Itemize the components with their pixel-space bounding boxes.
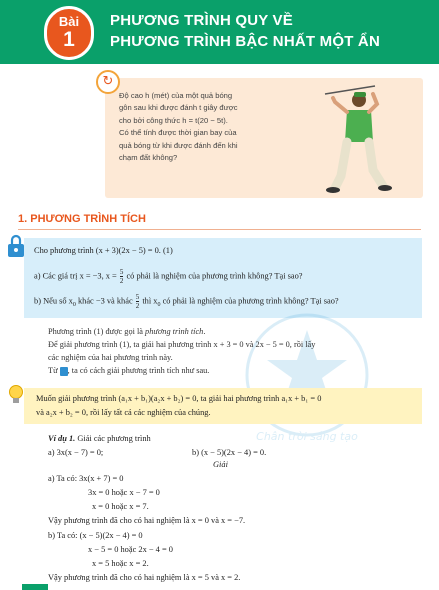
watermark-text: Chân trời sáng tạo [256,430,358,443]
fraction-five-halves: $\frac{5}{2}$ [119,268,124,285]
lock-key-icon [6,234,26,258]
example-heading: Ví dụ 1. Giải các phương trình [48,434,151,443]
fraction-five-halves-b: $\frac{5}{2}$ [135,293,140,310]
paragraph-line1: Phương trình (1) được gọi là phương trình tích. [48,327,206,336]
lesson-badge-number: 1 [63,28,75,51]
intro-problem-text: Độ cao h (mét) của một quả bóng gôn sau khi được đánh t giây được cho bởi công thức h = t(20 − 5t). Có thể tính được thời gian bay của quả bóng từ khi được đánh đến khi chạm đất không? [119,91,238,163]
activity-question-a: a) Các giá trị x = −3, x = $\frac{5}{2}$ có phải là nghiệm của phương trình không? Tại sao? [34,268,303,285]
footer-accent [22,584,48,590]
solution-a-line3: x = 0 hoặc x = 7. [92,502,149,511]
lesson-header [0,0,439,64]
activity-question-b: b) Nếu số $x_0$ khác −3 và khác $\frac{5}{2}$ thì $x_0$ có phải là nghiệm của phương trình không? Tại sao? [34,293,339,310]
lesson-badge-word: Bài [58,14,80,29]
paragraph-line3: các nghiệm của hai phương trình này. [48,353,173,362]
paragraph-line2: Để giải phương trình (1), ta giải hai phương trình x + 3 = 0 và 2x − 5 = 0, rồi lấy [48,340,316,349]
lesson-title-line1: PHƯƠNG TRÌNH QUY VỀ [110,12,293,29]
example-question-a: a) 3x(x − 7) = 0; [48,448,104,457]
section-divider [18,229,421,230]
golfer-illustration [277,80,417,196]
lightbulb-icon [8,384,24,406]
lesson-badge [44,6,94,60]
solution-a-conclusion: Vậy phương trình đã cho có hai nghiệm là x = 0 và x = −7. [48,516,246,525]
solution-a-line1: a) Ta có: 3x(x + 7) = 0 [48,474,124,483]
paragraph-line4: Từ , ta có cách giải phương trình tích như sau. [48,366,210,375]
question-spiral-icon: ↻ [96,70,120,94]
rule-line1: Muốn giải phương trình (a₁x + b₁)(a₂x + b₂) = 0, ta giải hai phương trình a₁x + b₁ = 0 [36,394,322,403]
section-title: 1. PHƯƠNG TRÌNH TÍCH [18,213,146,225]
solution-b-line1: b) Ta có: (x − 5)(2x − 4) = 0 [48,531,143,540]
solution-b-line3: x = 5 hoặc x = 2. [92,559,149,568]
rule-box [24,388,422,424]
solution-a-line2: 3x = 0 hoặc x − 7 = 0 [88,488,160,497]
rule-line2: và a₂x + b₂ = 0, rồi lấy tất cả các nghiệm của chúng. [36,408,211,417]
example-question-b: b) (x − 5)(2x − 4) = 0. [192,448,267,457]
solution-label: Giải [213,460,228,469]
publisher-watermark [232,300,382,450]
intro-problem-box [102,74,423,198]
solution-b-conclusion: Vậy phương trình đã cho có hai nghiệm là x = 5 và x = 2. [48,573,241,582]
activity-equation: Cho phương trình (x + 3)(2x − 5) = 0. (1) [34,246,173,255]
solution-b-line2: x − 5 = 0 hoặc 2x − 4 = 0 [88,545,173,554]
lesson-title-line2: PHƯƠNG TRÌNH BẬC NHẤT MỘT ẨN [110,33,380,50]
lock-key-icon-inline [60,367,68,376]
